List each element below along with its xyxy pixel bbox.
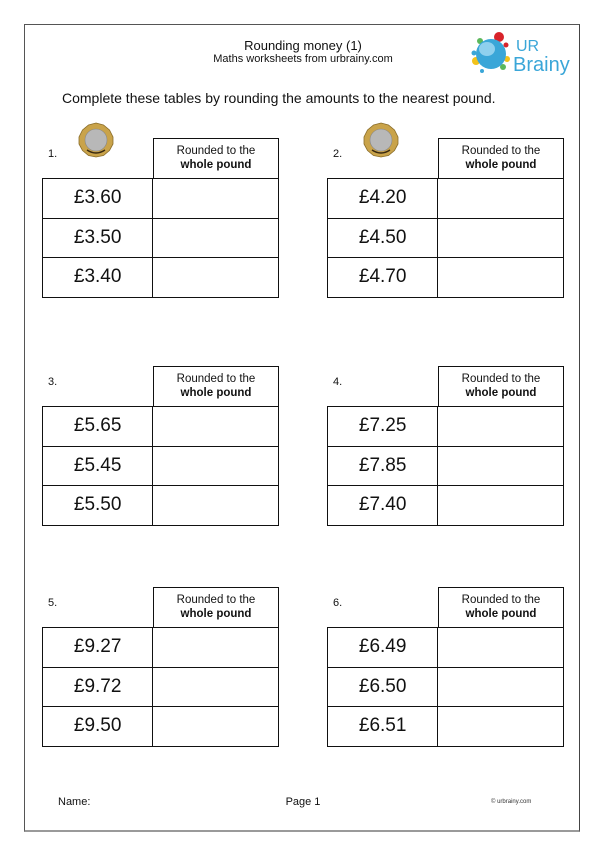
table-row xyxy=(328,707,564,747)
amount-cell: £4.20 xyxy=(328,179,438,219)
table-row xyxy=(328,446,564,486)
question-number: 1. xyxy=(48,148,58,160)
answer-cell[interactable] xyxy=(153,179,279,219)
question-number: 6. xyxy=(333,597,343,609)
table-row xyxy=(43,667,279,707)
rounding-table xyxy=(42,627,279,747)
task-6 xyxy=(327,587,565,757)
amount-cell: £9.27 xyxy=(43,628,153,668)
amount-cell: £6.51 xyxy=(328,707,438,747)
column-header: Rounded to the whole pound xyxy=(153,587,279,627)
rounding-table xyxy=(42,406,279,526)
answer-cell[interactable] xyxy=(438,218,564,258)
table-row xyxy=(43,218,279,258)
name-label: Name: xyxy=(58,796,91,808)
page-subtitle: Maths worksheets from urbrainy.com xyxy=(213,53,393,65)
answer-cell[interactable] xyxy=(153,486,279,526)
table-row xyxy=(43,407,279,447)
amount-cell: £3.40 xyxy=(43,258,153,298)
urbrainy-logo xyxy=(466,31,580,77)
amount-cell: £5.65 xyxy=(43,407,153,447)
amount-cell: £6.49 xyxy=(328,628,438,668)
answer-cell[interactable] xyxy=(438,667,564,707)
amount-cell: £4.70 xyxy=(328,258,438,298)
table-row xyxy=(328,258,564,298)
table-row xyxy=(328,179,564,219)
copyright-text: © urbrainy.com xyxy=(491,799,532,805)
column-header: Rounded to the whole pound xyxy=(438,138,564,178)
question-number: 5. xyxy=(48,597,58,609)
table-row xyxy=(328,667,564,707)
column-header: Rounded to the whole pound xyxy=(438,366,564,406)
task-2 xyxy=(327,138,565,308)
amount-cell: £9.72 xyxy=(43,667,153,707)
answer-cell[interactable] xyxy=(153,218,279,258)
question-number: 3. xyxy=(48,376,58,388)
amount-cell: £9.50 xyxy=(43,707,153,747)
table-row xyxy=(43,628,279,668)
column-header: Rounded to the whole pound xyxy=(153,366,279,406)
amount-cell: £7.25 xyxy=(328,407,438,447)
answer-cell[interactable] xyxy=(153,407,279,447)
answer-cell[interactable] xyxy=(438,407,564,447)
answer-cell[interactable] xyxy=(153,628,279,668)
column-header: Rounded to the whole pound xyxy=(438,587,564,627)
answer-cell[interactable] xyxy=(438,707,564,747)
task-1 xyxy=(42,138,280,308)
column-header: Rounded to the whole pound xyxy=(153,138,279,178)
table-row xyxy=(43,446,279,486)
instruction-text: Complete these tables by rounding the amounts to the nearest pound. xyxy=(62,90,496,106)
answer-cell[interactable] xyxy=(153,707,279,747)
amount-cell: £5.50 xyxy=(43,486,153,526)
table-row xyxy=(43,179,279,219)
table-row xyxy=(328,407,564,447)
rounding-table xyxy=(327,627,564,747)
table-row xyxy=(328,218,564,258)
svg-text:Brainy: Brainy xyxy=(513,54,570,76)
amount-cell: £5.45 xyxy=(43,446,153,486)
answer-cell[interactable] xyxy=(438,446,564,486)
task-5 xyxy=(42,587,280,757)
answer-cell[interactable] xyxy=(438,486,564,526)
page-number: Page 1 xyxy=(285,796,321,808)
answer-cell[interactable] xyxy=(153,446,279,486)
amount-cell: £6.50 xyxy=(328,667,438,707)
table-row xyxy=(328,628,564,668)
table-row xyxy=(328,486,564,526)
amount-cell: £3.50 xyxy=(43,218,153,258)
amount-cell: £4.50 xyxy=(328,218,438,258)
svg-text:UR: UR xyxy=(516,38,540,55)
answer-cell[interactable] xyxy=(438,258,564,298)
table-row xyxy=(43,486,279,526)
rounding-table xyxy=(327,406,564,526)
pound-coin-icon xyxy=(363,122,399,158)
question-number: 2. xyxy=(333,148,343,160)
brain-balloon-logo-icon xyxy=(466,31,580,77)
answer-cell[interactable] xyxy=(438,179,564,219)
table-row xyxy=(43,707,279,747)
amount-cell: £3.60 xyxy=(43,179,153,219)
answer-cell[interactable] xyxy=(153,258,279,298)
answer-cell[interactable] xyxy=(438,628,564,668)
page-title: Rounding money (1) xyxy=(244,38,362,53)
table-row xyxy=(43,258,279,298)
task-3 xyxy=(42,366,280,536)
amount-cell: £7.40 xyxy=(328,486,438,526)
answer-cell[interactable] xyxy=(153,667,279,707)
amount-cell: £7.85 xyxy=(328,446,438,486)
task-4 xyxy=(327,366,565,536)
pound-coin-icon xyxy=(78,122,114,158)
question-number: 4. xyxy=(333,376,343,388)
rounding-table xyxy=(42,178,279,298)
rounding-table xyxy=(327,178,564,298)
